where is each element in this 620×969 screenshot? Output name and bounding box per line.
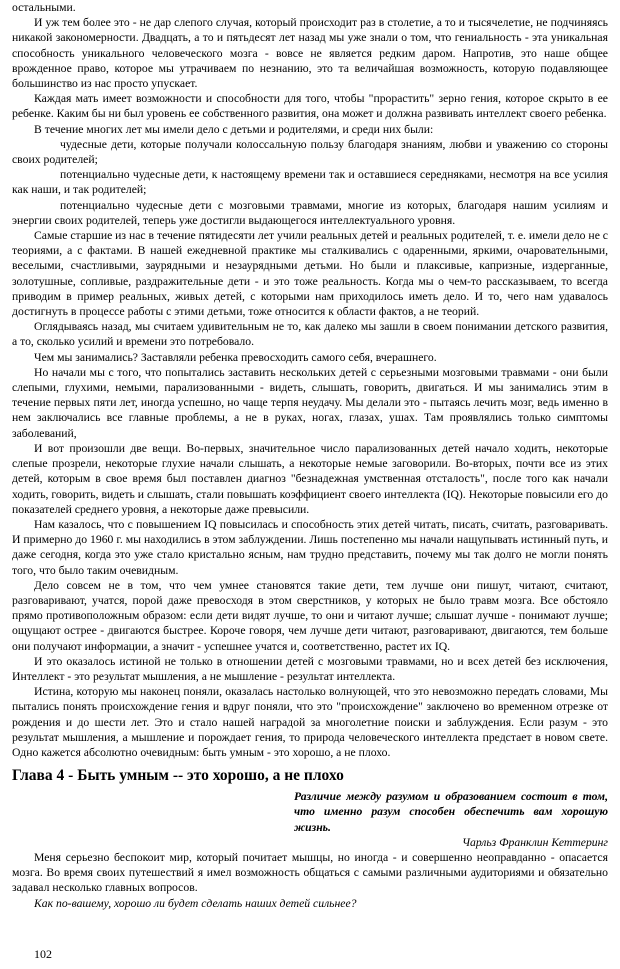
paragraph: В течение многих лет мы имели дело с детьми и родителями, и среди них были: bbox=[34, 122, 434, 136]
paragraph: Нам казалось, что с повышением IQ повысилась и способность этих детей читать, писать, считать, разговаривать. И примерно до 1960 г. мы находились в этом заблуждении. Лишь постепенно мы начали нащупывать истинный путь, и даже сегодня, когда это уже стало кристально ясным, нам трудно представить, почему мы так долго не могли понять того, что было таким очевидным. bbox=[12, 517, 608, 577]
paragraph: Оглядываясь назад, мы считаем удивительным не то, как далеко мы зашли в своем понимании детского развития, а то, сколько усилий и времени это потребовало. bbox=[12, 320, 608, 349]
paragraph: Но начали мы с того, что попытались заставить нескольких детей с серьезными мозговыми травмами - они были слепыми, глухими, немыми, парализованными - видеть, слышать, говорить, двигаться. И мы занимались этим в течение первых пяти лет, иногда успешно, но чаще терпя неудачу. Мы делали это - пытаясь лечить мозг, ведь именно в нем заключались все главные проблемы, а не в руках, ногах, глазах, ушах. Там проявлялись только симптомы заболеваний, bbox=[12, 365, 608, 440]
paragraph: чудесные дети, которые получали колоссальную пользу благодаря знаниям, любви и уважению со стороны своих родителей; bbox=[12, 137, 608, 167]
paragraph: Дело совсем не в том, что чем умнее становятся такие дети, тем лучше они пишут, читают, считают, разговаривают, учатся, порой даже превосходя в этом сверстников, у которых не было травм мозга. Все обстояло прямо противоположным образом: если дети видят лучше, то они и читают лучше; слышат лучше - понимают лучше; ощущают острее - двигаются быстрее. Короче говоря, чем лучше дети читают, разговаривают, двигаются, тем больше они получают информации, а значит - успешнее учатся и, соответственно, растет их IQ. bbox=[12, 578, 608, 653]
epigraph-text: Различие между разумом и образованием состоит в том, что именно разум способен обеспечить вам хорошую жизнь. bbox=[294, 790, 608, 834]
paragraph: потенциально чудесные дети с мозговыми травмами, многие из которых, благодаря нашим усилиям и энергии своих родителей, теперь уже достигли выдающегося интеллектуального уровня. bbox=[12, 198, 608, 227]
paragraph: Меня серьезно беспокоит мир, который почитает мышцы, но иногда - и совершенно неоправданно - опасается мозга. Во время своих путешествий я имел возможность общаться с самыми различными аудиториями и обязательно задавал несколько главных вопросов. bbox=[12, 850, 608, 895]
body-text-after-chapter bbox=[12, 850, 608, 896]
paragraph: И вот произошли две вещи. Во-первых, значительное число парализованных детей начало ходить, некоторые слепые прозрели, некоторые глухие начали слышать, а некоторые немые заговорили. Во-вторых, почти все из этих детей, которым в свое время был поставлен диагноз "безнадежная умственная отсталость", после того как начали ходить, говорить, видеть и слышать, стали повышать коэффициент своего интеллекта (IQ). Некоторые повысили его до показателей среднего уровня, а некоторые даже превысили. bbox=[12, 441, 608, 516]
epigraph-author: Чарльз Франклин Кеттеринг bbox=[461, 835, 608, 849]
body-text-before-chapter bbox=[12, 0, 608, 760]
chapter-title: Глава 4 - Быть умным -- это хорошо, а не плохо bbox=[12, 767, 344, 785]
paragraph: Чем мы занимались? Заставляли ребенка превосходить самого себя, вчерашнего. bbox=[34, 350, 437, 364]
question-line: Как по-вашему, хорошо ли будет сделать наших детей сильнее? bbox=[34, 896, 357, 910]
paragraph: остальными. bbox=[12, 1, 76, 14]
document-page bbox=[12, 0, 608, 911]
paragraph: Каждая мать имеет возможности и способности для того, чтобы "прорастить" зерно гения, которое скрыто в ее ребенке. Каким бы ни был уровень ее собственного развития, она может и должна развивать интеллект своего ребенка. bbox=[12, 92, 608, 121]
page-number: 102 bbox=[34, 947, 52, 961]
paragraph: Истина, которую мы наконец поняли, оказалась настолько волнующей, что это невозможно передать словами, Мы пытались понять происхождение гения и вдруг поняли, что это "происхождение" заключено во временном отрезке от рождения и до шести лет. Это и стало нашей наградой за многолетние поиски и заблуждения. Если разум - это результат мышления, а мышление и порождает гения, то природа человеческого интеллекта предстает в новом свете. Одно кажется абсолютно очевидным: быть умным - это хорошо, а не плохо. bbox=[12, 685, 608, 759]
paragraph: И уж тем более это - не дар слепого случая, который происходит раз в столетие, а то и тысячелетие, не подчиняясь никакой закономерности. Двадцать, а то и пятьдесят лет назад мы уже знали о том, что гениальность - эта уникальная способность уникального человеческого мозга - вовсе не является редким даром. Напротив, это наше общее врожденное право, которое мы утрачиваем по незнанию, это та величайшая возможность, которую подавляющее большинство из нас просто упускает. bbox=[12, 16, 608, 91]
paragraph: Самые старшие из нас в течение пятидесяти лет учили реальных детей и реальных родителей, т. е. имели дело не с теориями, а с фактами. В нашей ежедневной практике мы сталкивались с одаренными, яркими, очаровательными, веселыми, счастливыми, заурядными и незаурядными детьми. Но были и плаксивые, капризные, издерганные, золотушные, сопливые, раздражительные дети - и это тоже реальность. Когда мы о чем-то рассказываем, то всегда приводим в пример реальных, живых детей, с которыми нам приходилось иметь дело. И то, чего нам удавалось достигнуть в процессе работы с этими детьми, тоже относится к области фактов, а не теорий. bbox=[12, 229, 608, 319]
paragraph: потенциально чудесные дети, к настоящему времени так и оставшиеся середняками, несмотря на все усилия как наши, и так родителей; bbox=[12, 168, 608, 197]
paragraph: И это оказалось истиной не только в отношении детей с мозговыми травмами, но и всех детей без исключения, Интеллект - это результат мышления, а не мышление - результат интеллекта. bbox=[12, 654, 608, 683]
